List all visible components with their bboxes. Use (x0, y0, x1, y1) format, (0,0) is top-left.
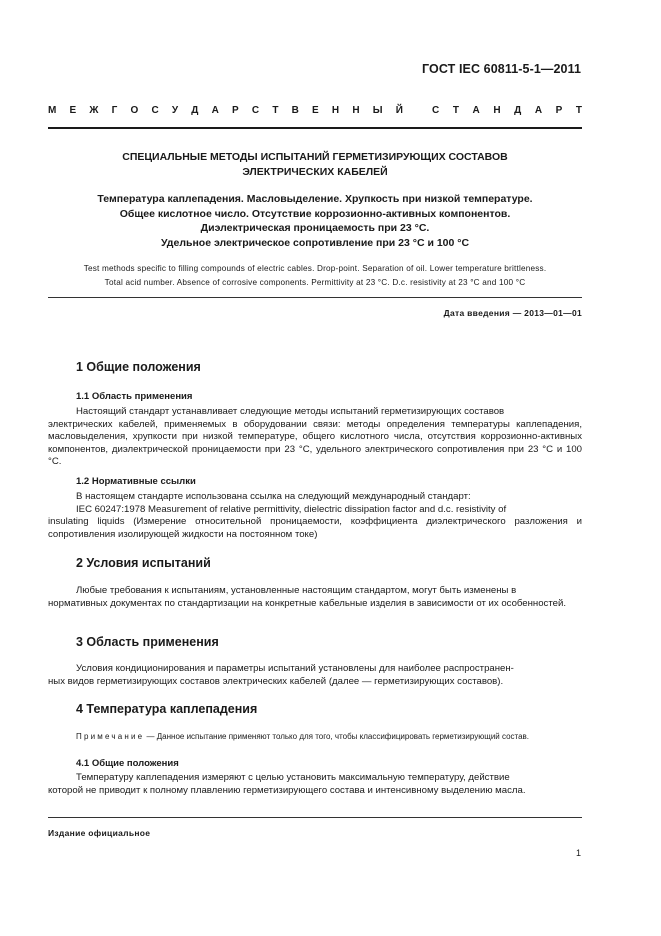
title-line-2: ЭЛЕКТРИЧЕСКИХ КАБЕЛЕЙ (242, 166, 388, 178)
subtitle-line-1: Температура каплепадения. Масловыделение. Хрупкость при низкой температуре. (97, 193, 533, 205)
category-letter: Г (111, 105, 118, 116)
section-1-1-text-rest: электрических кабелей, применяемых в оборудовании связи: методы определения температуры каплепадения, масловыделения, хрупкости при низкой температуре, общего кислотного числа, отсутствия коррозионно-активных компонентов, диэлектрической проницаемости при 23 °С, удельного электрического сопротивления при 23 °С и 100 °С. (48, 418, 582, 468)
section-3-text-first: Условия кондиционирования и параметры испытаний установлены для наиболее распространен- (76, 663, 514, 674)
english-title (48, 262, 582, 290)
category-letter: С (432, 105, 440, 116)
category-letter: С (251, 105, 260, 116)
section-1-2-text-first: В настоящем стандарте использована ссылка на следующий международный стандарт: (76, 491, 471, 502)
page-number: 1 (575, 848, 581, 858)
section-2-text (48, 585, 582, 610)
category-letter: О (130, 105, 139, 116)
document-subtitle (48, 192, 582, 250)
category-letter: Й (395, 105, 403, 116)
category-letter: С (151, 105, 159, 116)
official-edition-label: Издание официальное (48, 828, 151, 838)
category-letter: Н (493, 105, 501, 116)
section-4-1-text-rest: которой не приводит к полному плавлению герметизирующего состава и интенсивному выделению масла. (48, 784, 526, 796)
section-4-heading: 4 Температура каплепадения (76, 702, 258, 716)
category-letter: Р (232, 105, 239, 116)
english-title-line-2: Total acid number. Absence of corrosive components. Permittivity at 23 °C. D.c. resistivity at 23 °C and 100 °C (104, 277, 526, 287)
category-letter: Е (69, 105, 77, 116)
introduction-date: Дата введения — 2013—01—01 (443, 308, 582, 318)
section-2-text-first: Любые требования к испытаниям, установленные настоящим стандартом, могут быть изменены в (76, 585, 517, 596)
english-title-line-1: Test methods specific to filling compounds of electric cables. Drop-point. Separation of oil. Lower temperature brittleness. (83, 264, 547, 273)
section-3-text-rest: ных видов герметизирующих составов электрических кабелей (далее — герметизирующих составов). (48, 675, 504, 687)
category-letter: В (291, 105, 299, 116)
section-1-2-heading: 1.2 Нормативные ссылки (76, 476, 196, 487)
category-letter: А (472, 105, 480, 116)
category-letter: Т (452, 105, 459, 116)
category-letter: А (534, 105, 543, 116)
category-letter: Т (272, 105, 279, 116)
section-4-note (48, 731, 582, 743)
note-label: Примечание (76, 732, 145, 741)
category-letter: Д (191, 105, 199, 116)
note-text: — Данное испытание применяют только для того, чтобы классифицировать герметизирующий состав. (144, 732, 530, 741)
section-1-1-text-first: Настоящий стандарт устанавливает следующие методы испытаний герметизирующих составов (76, 406, 505, 417)
document-title (48, 150, 582, 180)
title-line-1: СПЕЦИАЛЬНЫЕ МЕТОДЫ ИСПЫТАНИЙ ГЕРМЕТИЗИРУЮЩИХ СОСТАВОВ (122, 151, 508, 163)
category-letter: Н (352, 105, 360, 116)
category-letter: Д (514, 105, 522, 116)
section-3-heading: 3 Область применения (76, 635, 219, 649)
category-letter: Е (312, 105, 319, 116)
category-letter: А (211, 105, 219, 116)
section-1-heading: 1 Общие положения (76, 360, 201, 374)
section-1-2-text (48, 491, 582, 541)
category-letter: Т (575, 105, 582, 116)
section-1-1-heading: 1.1 Область применения (76, 391, 193, 402)
section-2-text-rest: нормативных документах по стандартизации на конкретные кабельные изделия в зависимости от их особенностей. (48, 597, 567, 609)
category-letter: Р (555, 105, 563, 116)
section-1-1-text (48, 406, 582, 469)
section-1-2-reference-first: IEC 60247:1978 Measurement of relative permittivity, dielectric dissipation factor and d.c. resistivity of (76, 503, 507, 515)
category-letter: У (171, 105, 179, 116)
standard-code: ГОСТ IEC 60811-5-1—2011 (422, 62, 581, 76)
section-4-1-text (48, 772, 582, 797)
category-letter: Ж (89, 105, 99, 116)
subtitle-line-2: Общее кислотное число. Отсутствие коррозионно-активных компонентов. (119, 207, 511, 220)
subtitle-line-3: Диэлектрическая проницаемость при 23 °С. (200, 222, 430, 234)
header-divider (48, 127, 582, 129)
category-letter: М (48, 105, 57, 116)
category-letter: Н (331, 105, 340, 116)
section-2-heading: 2 Условия испытаний (76, 556, 211, 570)
category-letter: Ы (372, 105, 383, 116)
category-word-2 (432, 105, 582, 116)
standard-category (48, 105, 582, 116)
subtitle-line-4: Удельное электрическое сопротивление при 23 °С и 100 °С (160, 236, 470, 249)
footer-divider (48, 817, 582, 818)
section-3-text (48, 663, 582, 688)
section-4-1-text-first: Температуру каплепадения измеряют с целью установить максимальную температуру, действие (76, 772, 510, 783)
title-divider (48, 297, 582, 298)
section-1-2-reference-rest: insulating liquids (Измерение относительной проницаемости, коэффициента диэлектрического разложения и сопротивления изолирующей жидкости на постоянном токе) (48, 516, 582, 540)
category-word-1 (48, 105, 403, 116)
section-4-1-heading: 4.1 Общие положения (76, 758, 179, 769)
